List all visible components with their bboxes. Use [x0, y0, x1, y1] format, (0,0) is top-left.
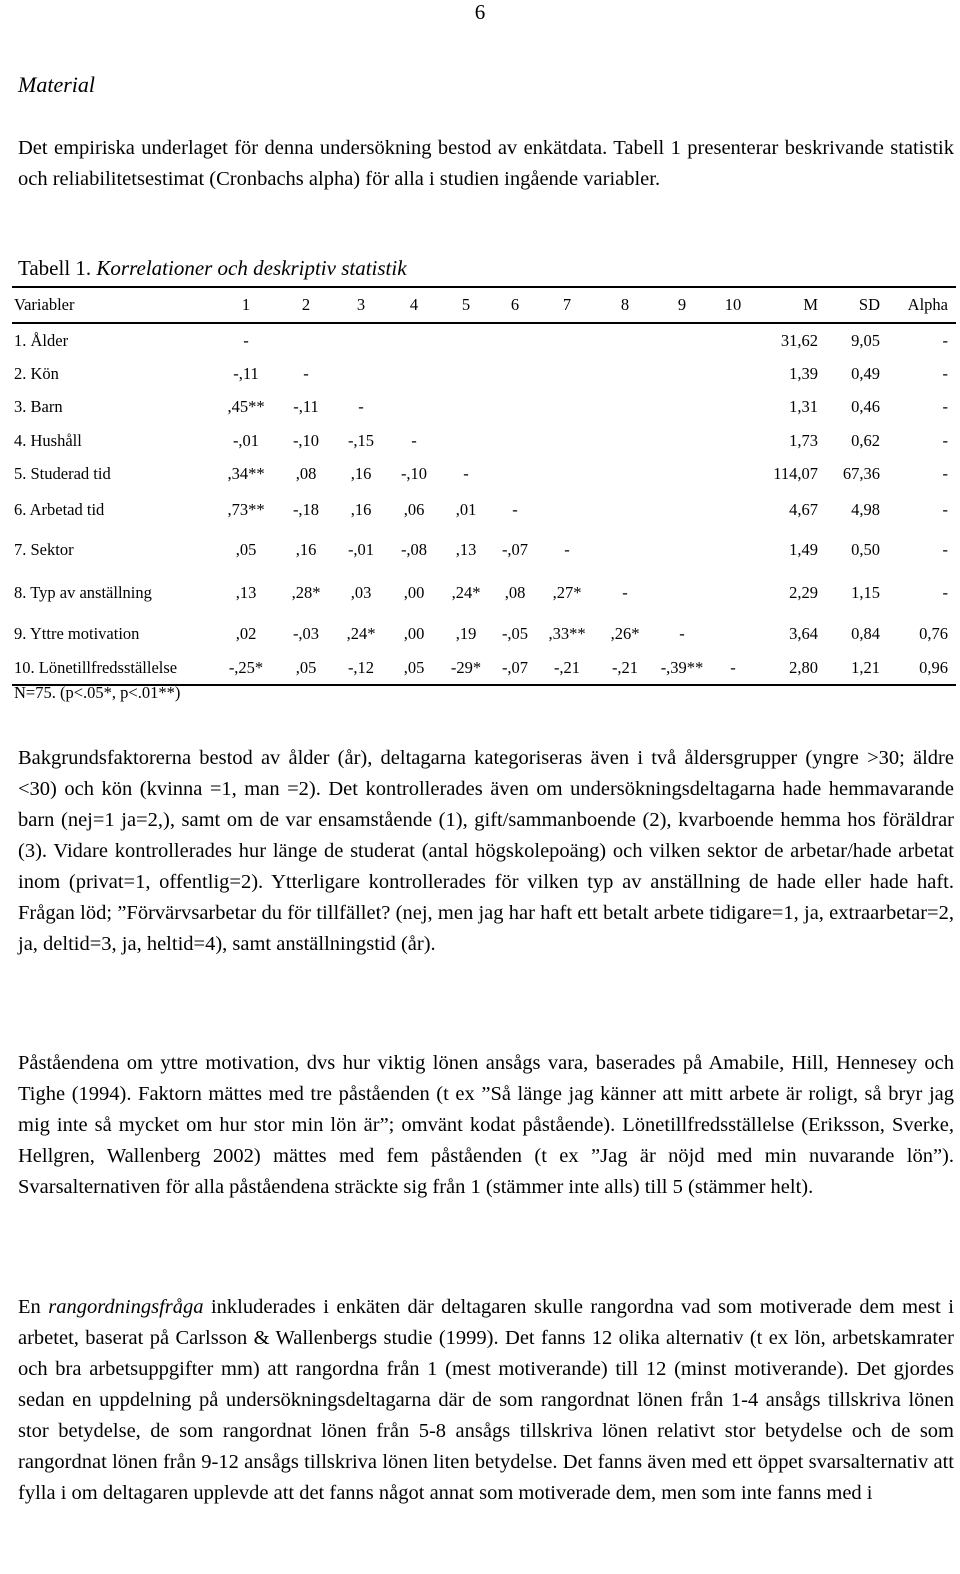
table-cell	[492, 390, 538, 424]
table-cell: ,02	[235, 623, 257, 643]
header-col-11: M	[756, 287, 824, 323]
table-caption	[18, 256, 407, 281]
table-cell: ,03	[350, 583, 372, 602]
table-cell	[654, 571, 710, 615]
table-row	[12, 615, 956, 652]
table-cell: ,27*	[552, 583, 582, 602]
table-cell: ,01	[455, 500, 477, 519]
header-col-4: 4	[388, 287, 440, 323]
table-cell	[596, 491, 654, 529]
table-cell	[492, 424, 538, 457]
table-cell: -	[710, 652, 756, 685]
table-cell	[654, 424, 710, 457]
table-cell: -,01	[232, 430, 260, 450]
table-cell: ,05	[235, 540, 257, 559]
table-row	[12, 491, 956, 529]
row-variable-label: 5. Studerad tid	[14, 464, 111, 483]
table-cell: -	[411, 430, 417, 450]
table-cell: ,24*	[346, 623, 376, 643]
table-cell: -,11	[293, 397, 319, 416]
table-cell: -	[512, 500, 518, 519]
table-cell: -	[243, 330, 249, 350]
table-cell: ,34**	[227, 464, 265, 483]
table-cell: 67,36	[842, 464, 880, 483]
table-cell	[388, 323, 440, 357]
table-cell: 1,49	[789, 540, 818, 559]
header-variables: Variabler	[12, 287, 214, 323]
table-cell: 1,21	[824, 652, 886, 685]
table-cell: -,08	[400, 540, 428, 559]
table-cell	[654, 323, 710, 357]
table-cell	[492, 357, 538, 390]
row-variable-label: 4. Hushåll	[14, 430, 82, 450]
table-cell: 1,31	[789, 397, 818, 416]
header-col-3: 3	[334, 287, 388, 323]
header-col-2: 2	[278, 287, 334, 323]
table-cell: -29*	[440, 652, 492, 685]
table-cell	[596, 457, 654, 491]
table-cell: -,25*	[214, 652, 278, 685]
table-cell: ,73**	[227, 500, 265, 519]
table-cell	[334, 357, 388, 390]
table-cell	[710, 529, 756, 571]
table-cell	[710, 571, 756, 615]
table-cell	[492, 457, 538, 491]
table-cell: 0,46	[851, 397, 880, 416]
table-cell	[710, 323, 756, 357]
table-cell: -,39**	[654, 652, 710, 685]
table-cell: 1,39	[789, 363, 818, 383]
table-cell: -	[942, 363, 948, 383]
table-cell: 0,84	[851, 623, 880, 643]
table-cell: -	[463, 464, 469, 483]
table-cell	[538, 357, 596, 390]
table-cell: 0,50	[851, 540, 880, 559]
row-variable-label: 7. Sektor	[14, 540, 74, 559]
table-cell	[710, 357, 756, 390]
table-cell: -,10	[292, 430, 320, 450]
table-cell	[334, 323, 388, 357]
table-cell: 3,64	[789, 623, 818, 643]
table-cell	[388, 390, 440, 424]
table-cell: -	[942, 500, 948, 519]
table-cell: ,00	[403, 583, 425, 602]
table-cell: ,33**	[548, 623, 586, 643]
table-cell: -	[303, 363, 309, 383]
paragraph-motivation: Påståendena om yttre motivation, dvs hur viktig lönen ansågs vara, baserades på Amabile, Hill, Hennesey och Tighe (1994). Faktorn mättes med tre påståenden (t ex ”Så länge jag känner att mitt arbete är roligt, så bryr jag mig inte så mycket om hur stor min lön är”; omvänt kodat påstående). Lönetillfredsställelse (Eriksson, Sverke, Hellgren, Wallenberg 2002) mättes med fem påståenden (t ex ”Jag är nöjd med min nuvarande lön”). Svarsalternativen för alla påståendena sträckte sig från 1 (stämmer inte alls) till 5 (stämmer helt).	[18, 1052, 954, 1198]
table-cell: ,45**	[227, 397, 265, 416]
table-cell	[596, 357, 654, 390]
table-cell: ,16	[295, 540, 317, 559]
paragraph-ranking	[18, 1292, 954, 1509]
table-cell: 9,05	[851, 330, 880, 350]
table-cell: ,13	[455, 540, 477, 559]
table-cell: ,16	[350, 464, 372, 483]
ranking-text-before: En	[18, 1296, 49, 1318]
ranking-text-after: inkluderades i enkäten där deltagaren skulle rangordna vad som motiverade dem mest i arbetet, baserat på Carlsson & Wallenbergs studie (1999). Det fanns 12 olika alternativ (t ex lön, arbetskamrater och bra arbetsuppgifter mm) att rangordna från 1 (mest motiverande) till 12 (minst motiverande). Det gjordes sedan en uppdelning på undersökningsdeltagarna där de som rangordnat lönen från 1-4 ansågs tillskriva lönen stor betydelse, de som rangordnat lönen från 5-8 ansågs tillskriva lönen relativt stor betydelse och de som rangordnat lönen från 9-12 ansågs tillskriva lönen liten betydelse. Det fanns även med ett öppet svarsalternativ att fylla i om deltagaren upplevde att det fanns något annat som motiverade dem, men som inte fanns med i	[18, 1296, 954, 1504]
table-row	[12, 323, 956, 357]
table-cell: -,10	[400, 464, 428, 483]
header-col-7: 7	[538, 287, 596, 323]
table-cell: -,07	[501, 540, 529, 559]
correlation-table	[12, 286, 956, 686]
table-cell	[654, 357, 710, 390]
table-cell	[710, 491, 756, 529]
table-cell	[654, 491, 710, 529]
row-variable-label: 10. Lönetillfredsställelse	[12, 652, 214, 685]
table-cell: -,21	[596, 652, 654, 685]
table-cell	[654, 457, 710, 491]
header-col-12: SD	[824, 287, 886, 323]
table-cell: -	[358, 397, 364, 416]
table-cell	[440, 390, 492, 424]
table-cell: 0,62	[851, 430, 880, 450]
table-cell	[538, 424, 596, 457]
row-variable-label: 1. Ålder	[14, 330, 69, 350]
intro-paragraph: Det empiriska underlaget för denna undersökning bestod av enkätdata. Tabell 1 presenterar beskrivande statistik och reliabilitetsestimat (Cronbachs alpha) för alla i studien ingående variabler.	[18, 137, 954, 190]
ranking-term: rangordningsfråga	[48, 1296, 204, 1318]
table-cell	[440, 357, 492, 390]
table-cell: -	[942, 540, 948, 559]
table-row	[12, 529, 956, 571]
table-cell: 1,73	[789, 430, 818, 450]
table-cell: ,19	[455, 623, 477, 643]
paragraph-background: Bakgrundsfaktorerna bestod av ålder (år), deltagarna kategoriseras även i två åldersgrupper (yngre >30; äldre <30) och kön (kvinna =1, man =2). Det kontrollerades även om undersökningsdeltagarna hade hemmavarande barn (nej=1 ja=2,), samt om de var ensamstående (1), gift/sammanboende (2), kvarboende hemma hos föräldrar (3). Vidare kontrollerades hur länge de studerat (antal högskolepoäng) och vilken sektor de arbetar/hade arbetat inom (privat=1, offentlig=2). Ytterligare kontrollerades för vilken typ av anställning de hade eller hade haft. Frågan löd; ”Förvärvsarbetar du för tillfället? (nej, men jag har haft ett betalt arbete tidigare=1, ja, extraarbetar=2, ja, deltid=3, ja, heltid=4), samt anställningstid (år).	[18, 747, 954, 955]
table-row	[12, 571, 956, 615]
table-row	[12, 457, 956, 491]
table-cell: ,08	[295, 464, 317, 483]
header-col-9: 9	[654, 287, 710, 323]
table-cell: -,12	[334, 652, 388, 685]
row-variable-label: 3. Barn	[14, 397, 63, 416]
table-cell: -	[942, 330, 948, 350]
row-variable-label: 8. Typ av anställning	[14, 583, 152, 602]
table-cell: 0,49	[851, 363, 880, 383]
table-cell	[440, 323, 492, 357]
table-cell: -,15	[347, 430, 375, 450]
page-number: 6	[474, 0, 486, 24]
row-variable-label: 9. Yttre motivation	[14, 623, 140, 643]
table-cell: 4,98	[851, 500, 880, 519]
table-cell: ,06	[403, 500, 425, 519]
table-cell: ,13	[235, 583, 257, 602]
table-cell	[710, 615, 756, 652]
table-cell: 1,15	[851, 583, 880, 602]
header-col-6: 6	[492, 287, 538, 323]
header-col-1: 1	[214, 287, 278, 323]
table-cell: 2,29	[789, 583, 818, 602]
table-cell: -	[564, 540, 570, 559]
table-body	[12, 323, 956, 685]
table-cell: 0,96	[886, 652, 956, 685]
table-cell: -,18	[292, 500, 320, 519]
table-cell: -,01	[347, 540, 375, 559]
table-cell	[440, 424, 492, 457]
table-cell	[596, 390, 654, 424]
table-cell	[278, 323, 334, 357]
table-cell	[710, 457, 756, 491]
table-cell: ,26*	[610, 623, 640, 643]
table-cell: -	[679, 623, 685, 643]
table-cell: -	[942, 397, 948, 416]
table-cell	[492, 323, 538, 357]
table-cell: ,24*	[451, 583, 481, 602]
table-row	[12, 390, 956, 424]
table-cell: -	[942, 583, 948, 602]
table-cell	[710, 390, 756, 424]
table-cell: ,05	[278, 652, 334, 685]
table-cell: 2,80	[756, 652, 824, 685]
table-cell	[388, 357, 440, 390]
header-col-8: 8	[596, 287, 654, 323]
table-cell: ,28*	[291, 583, 321, 602]
table-cell	[596, 424, 654, 457]
table-cell	[654, 529, 710, 571]
table-cell: -,11	[233, 363, 259, 383]
header-col-5: 5	[440, 287, 492, 323]
table-cell: ,05	[388, 652, 440, 685]
table-cell	[538, 491, 596, 529]
table-cell: -,21	[538, 652, 596, 685]
table-note: N=75. (p<.05*, p<.01**)	[14, 683, 181, 702]
table-row	[12, 357, 956, 390]
table-cell: 4,67	[789, 500, 818, 519]
section-heading: Material	[18, 72, 95, 97]
table-cell: -	[622, 583, 628, 602]
table-caption-title: Korrelationer och deskriptiv statistik	[96, 256, 407, 280]
table-cell	[538, 457, 596, 491]
header-col-13: Alpha	[886, 287, 956, 323]
table-cell: ,08	[504, 583, 526, 602]
table-cell: 0,76	[919, 623, 948, 643]
table-cell: ,16	[350, 500, 372, 519]
table-cell	[538, 323, 596, 357]
table-cell: -	[942, 464, 948, 483]
table-cell	[654, 390, 710, 424]
table-row	[12, 424, 956, 457]
table-header-row	[12, 287, 956, 323]
table-cell	[596, 323, 654, 357]
table-cell	[596, 529, 654, 571]
table-cell	[710, 424, 756, 457]
row-variable-label: 6. Arbetad tid	[14, 500, 105, 519]
table-cell: -	[942, 430, 948, 450]
table-cell: ,00	[403, 623, 425, 643]
row-variable-label: 2. Kön	[14, 363, 59, 383]
table-cell: 114,07	[773, 464, 818, 483]
table-caption-label: Tabell 1.	[18, 256, 92, 280]
header-col-10: 10	[710, 287, 756, 323]
table-cell: 31,62	[780, 330, 818, 350]
table-row	[12, 652, 956, 685]
table-cell	[538, 390, 596, 424]
table-cell: -,07	[492, 652, 538, 685]
table-cell: -,05	[501, 623, 529, 643]
table-cell: -,03	[292, 623, 320, 643]
